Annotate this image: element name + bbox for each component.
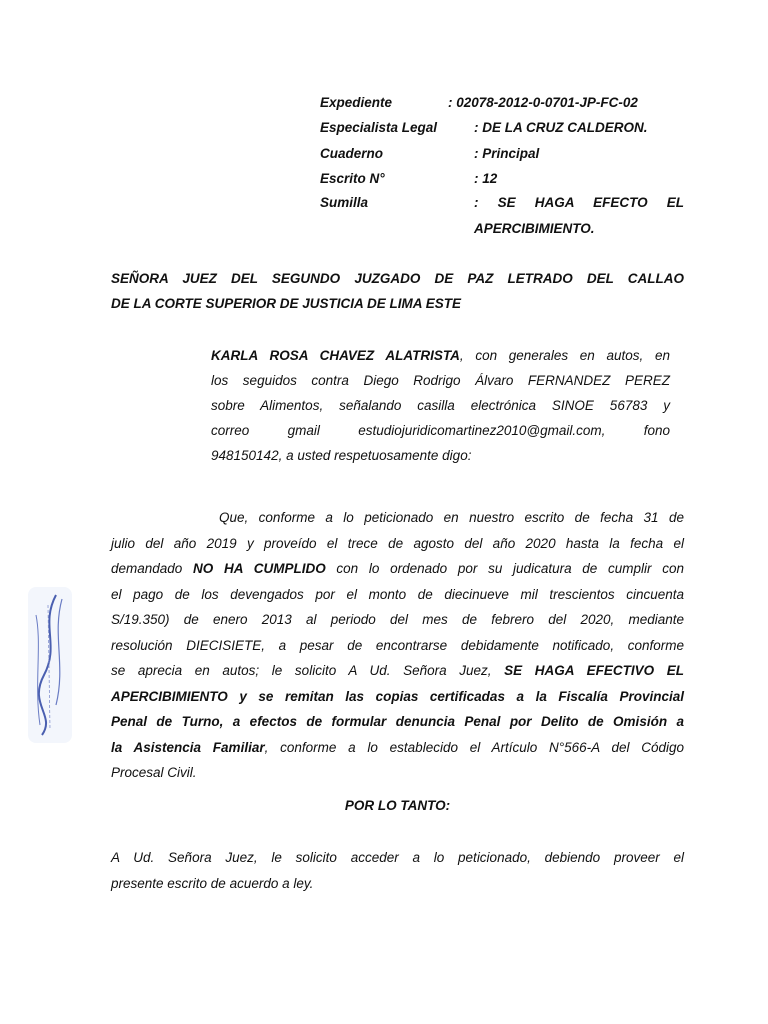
por-lo-tanto-heading: POR LO TANTO: [344,798,451,813]
especialista-label: Especialista Legal [320,120,438,135]
body-line11: Procesal Civil. [111,765,197,780]
intro-paragraph [211,343,670,468]
margin-signature-stamp [26,585,74,745]
petitioner-name: KARLA ROSA CHAVEZ ALATRISTA [211,348,460,363]
cuaderno-value: : Principal [474,146,540,161]
body-line2: julio del año 2019 y proveído el trece de agosto del año 2020 hasta la fecha el [111,535,684,551]
closing-line2: presente escrito de acuerdo a ley. [111,875,314,891]
main-paragraph [111,505,684,786]
body-line9 [111,709,684,735]
sumilla-value-line2: APERCIBIMIENTO. [474,221,595,236]
body-line5: S/19.350) de enero 2013 al periodo del mes de febrero del 2020, mediante [111,612,684,627]
sumilla-value-line1: : SE HAGA EFECTO EL [474,195,684,210]
intro-line2: los seguidos contra Diego Rodrigo Álvaro FERNANDEZ PEREZ [211,373,670,388]
asistencia-familiar: la Asistencia Familiar [111,739,265,755]
body-line4: el pago de los devengados por el monto de diecinueve mil trescientos cincuenta [111,586,684,602]
body-line10 [111,735,684,761]
title-line2: DE LA CORTE SUPERIOR DE JUSTICIA DE LIMA ESTE [111,296,462,311]
intro-line3: sobre Alimentos, señalando casilla electrónica SINOE 56783 y [211,398,670,413]
no-ha-cumplido: NO HA CUMPLIDO [193,561,326,576]
body-line6: resolución DIECISIETE, a pesar de encontrarse debidamente notificado, conforme [111,637,684,653]
intro-line1 [211,343,670,368]
escrito-value: : 12 [474,171,498,186]
expediente-label: Expediente [320,95,393,110]
body-line3c: con lo ordenado por su judicatura de cumplir con [325,561,685,576]
title-line1: SEÑORA JUEZ DEL SEGUNDO JUZGADO DE PAZ LETRADO DEL CALLAO [111,271,684,286]
sumilla-label: Sumilla [320,195,369,210]
se-haga-efectivo: SE HAGA EFECTIVO EL [504,663,684,678]
escrito-label: Escrito N° [320,171,385,186]
body-line1: Que, conforme a lo peticionado en nuestro escrito de fecha 31 de [219,510,684,525]
body-line9-bold: Penal de Turno, a efectos de formular denuncia Penal por Delito de Omisión a [111,714,684,729]
addressee-title [111,266,684,316]
body-line7a: se aprecia en autos; le solicito A Ud. Señora Juez, [111,663,505,678]
body-line8-bold: APERCIBIMIENTO y se remitan las copias certificadas a la Fiscalía Provincial [111,688,684,704]
closing-line1: A Ud. Señora Juez, le solicito acceder a lo peticionado, debiendo proveer el [111,850,684,865]
body-line10b: , conforme a lo establecido el Artículo N°566-A del Código [264,739,684,755]
body-line3 [111,556,684,582]
body-line3a: demandado [111,561,194,576]
expediente-value: : 02078-2012-0-0701-JP-FC-02 [448,95,638,110]
especialista-value: : DE LA CRUZ CALDERON. [474,120,648,135]
body-line8 [111,684,684,710]
intro-line5: 948150142, a usted respetuosamente digo: [211,448,472,463]
closing-paragraph [111,845,684,896]
intro-line4: correo gmail estudiojuridicomartinez2010@gmail.com, fono [211,423,670,438]
cuaderno-label: Cuaderno [320,146,384,161]
body-line7 [111,658,684,684]
intro-line1-rest: , con generales en autos, en [459,348,670,363]
